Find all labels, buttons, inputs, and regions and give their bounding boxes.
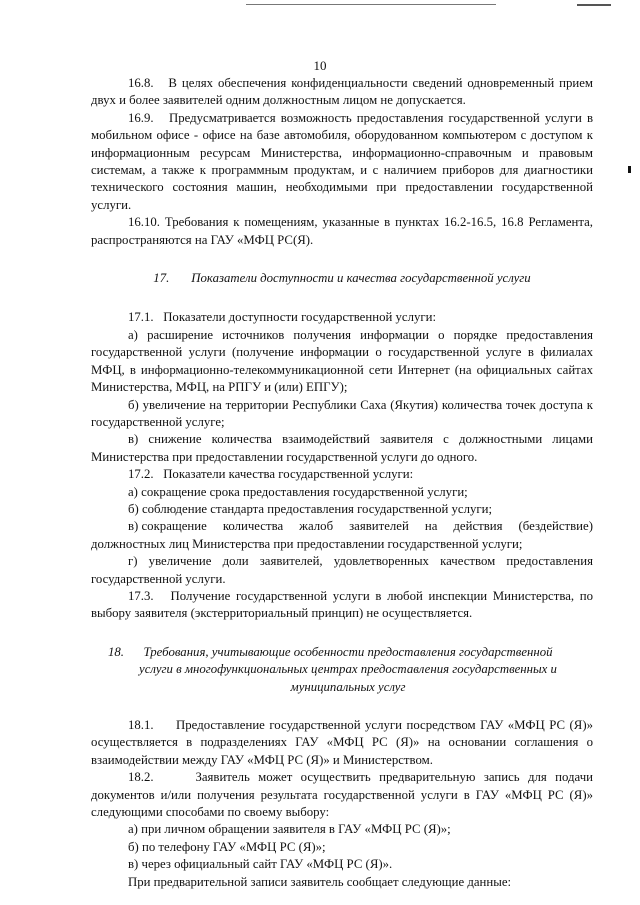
word: заявителей — [349, 519, 409, 534]
list-item-v: в) через официальный сайт ГАУ «МФЦ РС (Я)». — [128, 857, 393, 872]
section-title: Показатели доступности и качества государственной услуги — [191, 271, 531, 286]
section-number: 17. — [153, 271, 170, 286]
section-heading-18 — [91, 644, 593, 696]
paragraph-16-10: 16.10. Требования к помещениям, указанные в пунктах 16.2-16.5, 16.8 Регламента, распространяются на ГАУ «МФЦ РС(Я). — [91, 215, 593, 247]
list-item-b: б) по телефону ГАУ «МФЦ РС (Я)»; — [128, 839, 326, 854]
paragraph-preregistration: При предварительной записи заявитель сообщает следующие данные: — [128, 874, 512, 889]
paragraph-18-1: 18.1. Предоставление государственной услуги посредством ГАУ «МФЦ РС (Я)» осуществляется в подразделениях ГАУ «МФЦ РС (Я)» на основании соглашения о взаимодействии между ГАУ «МФЦ РС (Я)» и Министерством. — [91, 718, 593, 767]
word: на — [424, 519, 438, 534]
paragraph-16-9: 16.9. Предусматривается возможность предоставления государственной услуги в мобильном офисе - офисе на базе автомобиля, оборудованном компьютером с доступом к информационным ресурсам Министерства, информационно-справочным и правовым системам, а также к программным продуктам, и с наличием приборов для диагностики технического состояния машин, необходимыми при предоставлении государственной услуги. — [91, 110, 593, 212]
paragraph-18-2: 18.2. Заявитель может осуществить предварительную запись для подачи документов и/или получения результата государственной услуги в ГАУ «МФЦ РС (Я)» следующими способами по своему выбору: — [91, 770, 593, 820]
paragraph-17-2: 17.2. Показатели качества государственной услуги: — [128, 467, 414, 482]
list-item-a: а) расширение источников получения информации о порядке предоставления государственной услуги (получение информации о государственной услуге в филиалах МФЦ, в информационно-телекоммуникационной сети Интернет (на официальных сайтах Министерства, МФЦ, на РПГУ и (или) ЕПГУ); — [91, 327, 593, 395]
list-item-b: б) увеличение на территории Республики Саха (Якутия) количества точек доступа к государственной услуге; — [91, 397, 593, 429]
section-number: 18. — [108, 644, 124, 659]
list-item-v-line — [91, 518, 593, 535]
word: действия — [453, 519, 503, 534]
section-title-line: услуги в многофункциональных центрах предоставления государственных и — [139, 662, 557, 677]
word: (бездействие) — [518, 519, 593, 534]
page-number: 10 — [313, 58, 327, 73]
word: количества — [222, 519, 284, 534]
list-item-v-continuation: должностных лиц Министерства при предоставлении государственной услуги; — [91, 536, 523, 551]
section-title-line: Требования, учитывающие особенности предоставления государственной — [143, 644, 553, 659]
paragraph-16-8: 16.8. В целях обеспечения конфиденциальности сведений одновременный прием двух и более заявителей одним должностным лицом не допускается. — [91, 76, 593, 108]
list-item-b: б) соблюдение стандарта предоставления государственной услуги; — [128, 501, 493, 516]
list-item-v: в) снижение количества взаимодействий заявителя с должностными лицами Министерства при предоставлении государственной услуги до одного. — [91, 432, 593, 464]
scan-border-line — [246, 4, 496, 5]
section-heading-17 — [91, 270, 593, 287]
list-item-g: г) увеличение доли заявителей, удовлетворенных качеством предоставления государственной услуги. — [91, 554, 593, 586]
scan-edge-mark — [628, 166, 631, 173]
scan-dash-mark — [577, 4, 611, 6]
word: жалоб — [299, 519, 334, 534]
section-title-line: муниципальных услуг — [290, 679, 406, 694]
paragraph-17-3: 17.3. Получение государственной услуги в любой инспекции Министерства, по выбору заявителя (экстерриториальный принцип) не осуществляется. — [91, 588, 593, 621]
word: в) сокращение — [128, 519, 207, 534]
list-item-a: а) сокращение срока предоставления государственной услуги; — [128, 484, 468, 499]
list-item-a: а) при личном обращении заявителя в ГАУ «МФЦ РС (Я)»; — [128, 822, 451, 837]
document-body — [91, 75, 593, 891]
paragraph-17-1: 17.1. Показатели доступности государственной услуги: — [128, 310, 437, 325]
